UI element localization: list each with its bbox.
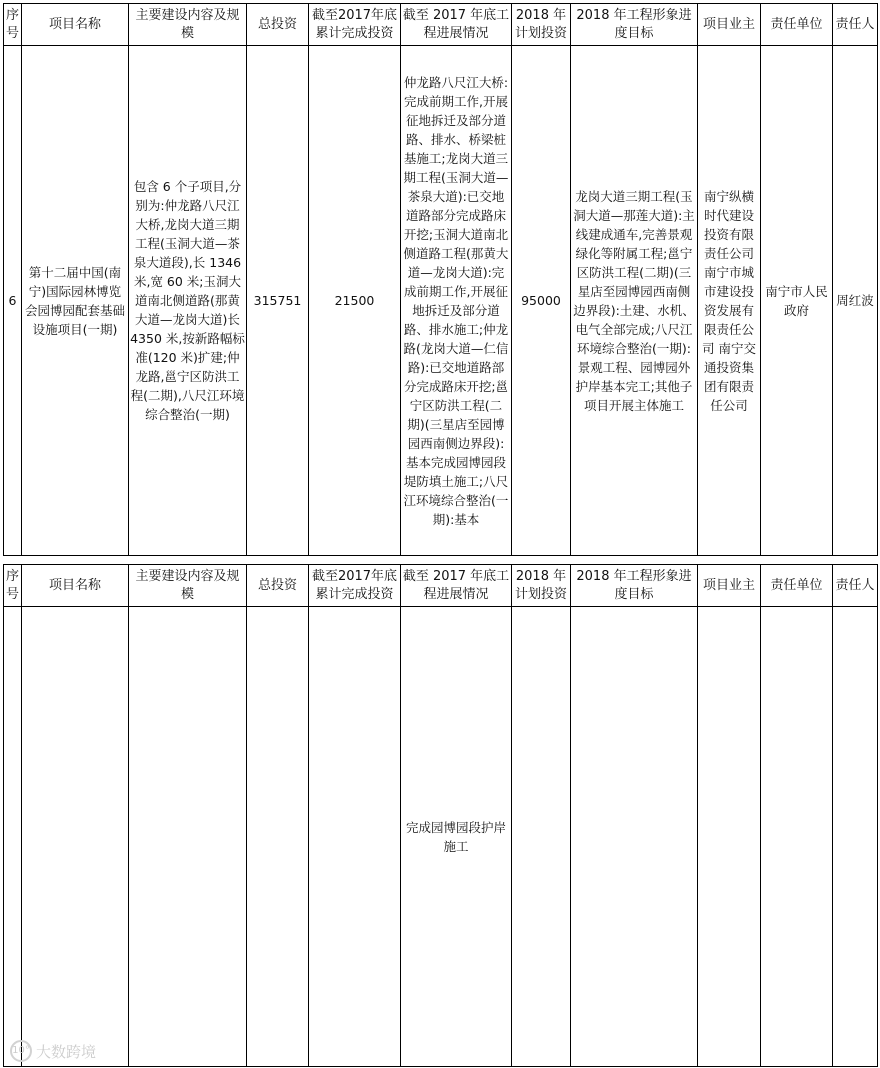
- header-total-investment: 总投资: [247, 4, 309, 46]
- header-seq: 序号: [4, 565, 22, 607]
- header-responsible-unit: 责任单位: [761, 565, 833, 607]
- cell-project-name-empty: [22, 607, 129, 1067]
- project-table-page-1: [3, 3, 878, 556]
- header-cumulative-investment: 截至2017年底累计完成投资: [309, 565, 401, 607]
- header-owner: 项目业主: [698, 565, 761, 607]
- header-owner: 项目业主: [698, 4, 761, 46]
- header-seq: 序号: [4, 4, 22, 46]
- cell-responsible-person-empty: [833, 607, 878, 1067]
- cell-responsible-unit: 南宁市人民政府: [761, 46, 833, 556]
- cell-target-2018: 龙岗大道三期工程(玉洞大道—那莲大道):主线建成通车,完善景观绿化等附属工程;邕宁区防洪工程(二期)(三星店至园博园西南侧边界段):土建、水机、电气全部完成;八尺江环境综合整治(一期):景观工程、园博园外护岸基本完工;其他子项目开展主体施工: [571, 46, 698, 556]
- header-project-name: 项目名称: [22, 4, 129, 46]
- cell-seq-empty: [4, 607, 22, 1067]
- project-table-page-2: [3, 564, 878, 1067]
- cell-total-investment: 315751: [247, 46, 309, 556]
- cell-responsible-person: 周红波: [833, 46, 878, 556]
- cell-target-2018-empty: [571, 607, 698, 1067]
- watermark-text: 大数跨境: [36, 1042, 97, 1061]
- cell-progress-2017-continued: 完成园博园段护岸施工: [401, 607, 512, 1067]
- header-row: [4, 4, 878, 46]
- header-progress-2017: 截至 2017 年底工程进展情况: [401, 4, 512, 46]
- header-row: [4, 565, 878, 607]
- header-total-investment: 总投资: [247, 565, 309, 607]
- cell-progress-2017: 仲龙路八尺江大桥:完成前期工作,开展征地拆迁及部分道路、排水、桥梁桩基施工;龙岗大道三期工程(玉洞大道—茶泉大道):已交地道路部分完成路床开挖;玉洞大道南北侧道路工程(那黄大道—龙岗大道):完成前期工作,开展征地拆迁及部分道路、排水施工;仲龙路(龙岗大道—仁信路):已交地道路部分完成路床开挖;邕宁区防洪工程(二期)(三星店至园博园西南侧边界段):基本完成园博园段堤防填土施工;八尺江环境综合整治(一期):基本: [401, 46, 512, 556]
- table-row: [4, 46, 878, 556]
- cell-cumulative-investment-empty: [309, 607, 401, 1067]
- watermark: [10, 1040, 96, 1062]
- header-target-2018: 2018 年工程形象进度目标: [571, 565, 698, 607]
- header-responsible-unit: 责任单位: [761, 4, 833, 46]
- cell-plan-2018: 95000: [512, 46, 571, 556]
- header-responsible-person: 责任人: [833, 4, 878, 46]
- header-project-name: 项目名称: [22, 565, 129, 607]
- header-construction-content: 主要建设内容及规模: [129, 565, 247, 607]
- cell-plan-2018-empty: [512, 607, 571, 1067]
- cell-owner-empty: [698, 607, 761, 1067]
- header-cumulative-investment: 截至2017年底累计完成投资: [309, 4, 401, 46]
- cell-construction-content-empty: [129, 607, 247, 1067]
- header-responsible-person: 责任人: [833, 565, 878, 607]
- header-plan-2018: 2018 年计划投资: [512, 565, 571, 607]
- cell-construction-content: 包含 6 个子项目,分别为:仲龙路八尺江大桥,龙岗大道三期工程(玉洞大道—茶泉大道段),长 1346 米,宽 60 米;玉洞大道南北侧道路(那黄大道—龙岗大道)长 4350 米,按新路幅标准(120 米)扩建;仲龙路,邕宁区防洪工程(二期),八尺江环境综合整治(一期): [129, 46, 247, 556]
- cell-cumulative-investment: 21500: [309, 46, 401, 556]
- cell-project-name: 第十二届中国(南宁)国际园林博览会园博园配套基础设施项目(一期): [22, 46, 129, 556]
- table-row: [4, 607, 878, 1067]
- header-plan-2018: 2018 年计划投资: [512, 4, 571, 46]
- cell-seq: 6: [4, 46, 22, 556]
- cell-owner: 南宁纵横时代建设投资有限责任公司 南宁市城市建设投资发展有限责任公司 南宁交通投资集团有限责任公司: [698, 46, 761, 556]
- watermark-logo: 10°: [10, 1040, 32, 1062]
- header-target-2018: 2018 年工程形象进度目标: [571, 4, 698, 46]
- header-construction-content: 主要建设内容及规模: [129, 4, 247, 46]
- header-progress-2017: 截至 2017 年底工程进展情况: [401, 565, 512, 607]
- cell-total-investment-empty: [247, 607, 309, 1067]
- cell-responsible-unit-empty: [761, 607, 833, 1067]
